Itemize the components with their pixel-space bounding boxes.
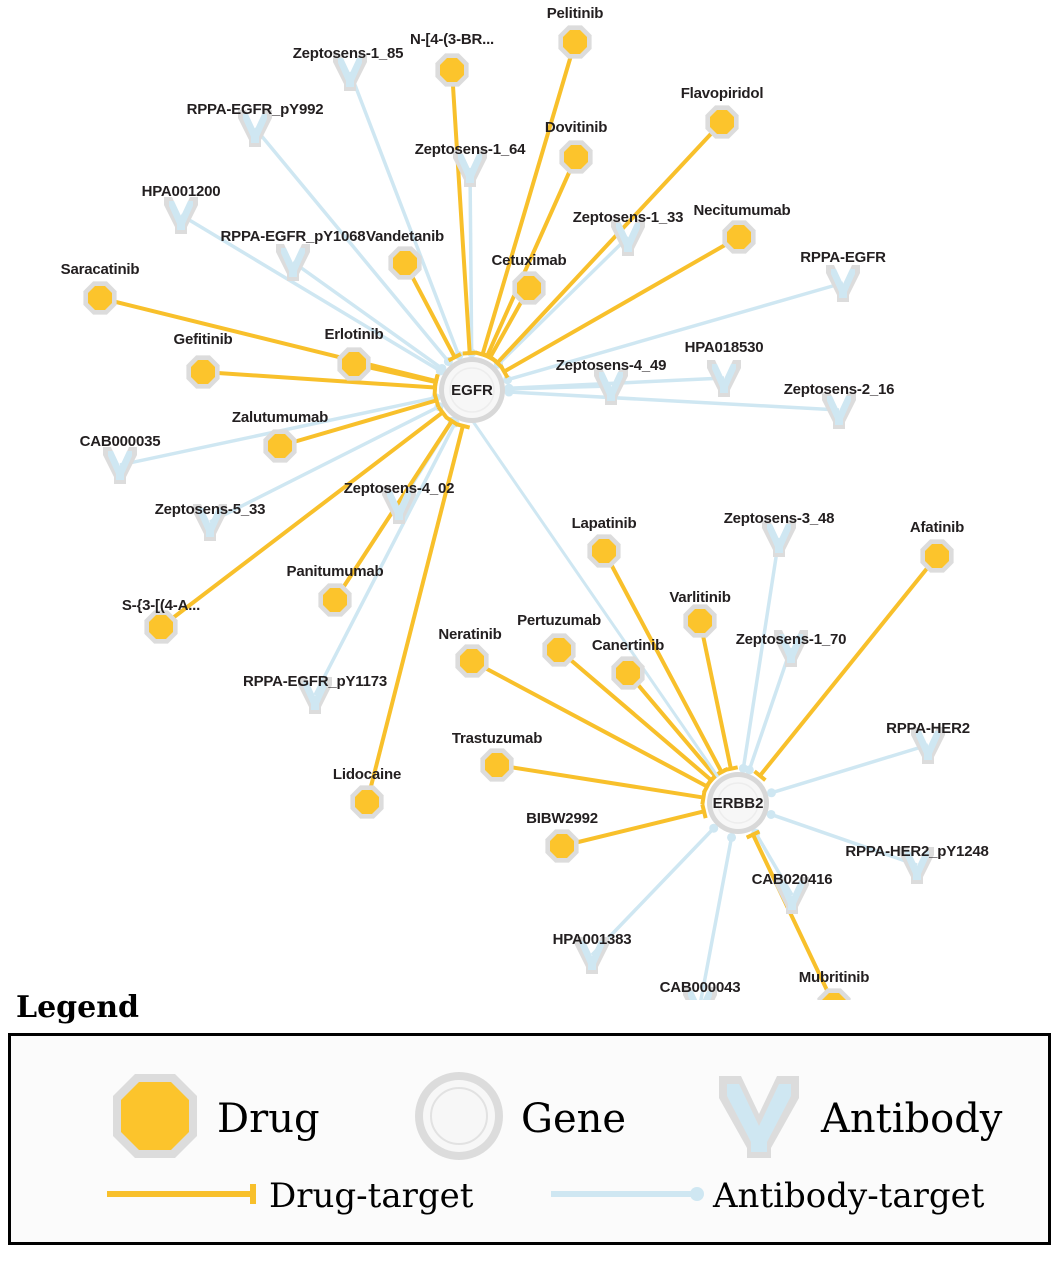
drug-node[interactable] — [587, 534, 620, 567]
antibody-label: RPPA-EGFR_pY992 — [186, 101, 324, 118]
drug-label: Erlotinib — [324, 326, 384, 343]
antibody-edge-icon — [551, 1182, 707, 1211]
edge-terminus — [724, 767, 738, 770]
edge-terminus — [435, 381, 436, 395]
drug-node[interactable] — [263, 429, 296, 462]
drug-label: Neratinib — [438, 626, 502, 643]
drug-label: Flavopiridol — [680, 85, 764, 102]
drug-label: Dovitinib — [544, 119, 608, 136]
drug-label: Lapatinib — [571, 515, 637, 532]
edge — [628, 673, 715, 776]
edge-terminus — [702, 805, 705, 819]
drug-label: Necitumumab — [693, 202, 791, 219]
edge — [452, 70, 470, 353]
drug-node[interactable] — [722, 220, 755, 253]
edge-terminus — [745, 765, 754, 774]
edge-terminus — [767, 810, 776, 819]
legend-edge-row — [11, 1176, 1048, 1236]
legend-node-row — [11, 1050, 1048, 1160]
drug-icon — [107, 1068, 203, 1169]
legend — [8, 990, 1051, 1245]
drug-label: Gefitinib — [173, 331, 233, 348]
drug-node[interactable] — [545, 829, 578, 862]
legend-label-gene: Gene — [521, 1095, 627, 1142]
drug-node[interactable] — [558, 25, 591, 58]
drug-label: Cetuximab — [491, 252, 567, 269]
drug-node[interactable] — [186, 355, 219, 388]
drug-label: Panitumumab — [286, 563, 384, 580]
legend-label-drug: Drug — [217, 1095, 320, 1142]
edge-terminus — [456, 424, 470, 427]
edge — [771, 745, 928, 793]
drug-label: Lidocaine — [332, 766, 402, 783]
legend-label-antibody: Antibody — [821, 1095, 1003, 1142]
legend-box — [8, 1033, 1051, 1245]
drug-node[interactable] — [388, 246, 421, 279]
drug-node[interactable] — [559, 140, 592, 173]
edge — [749, 648, 791, 770]
edge-terminus — [767, 788, 776, 797]
drug-node[interactable] — [350, 785, 383, 818]
antibody-label: HPA001200 — [141, 183, 221, 200]
drug-node[interactable] — [337, 347, 370, 380]
antibody-label: Zeptosens-4_02 — [343, 480, 455, 497]
antibody-label: RPPA-HER2_pY1248 — [845, 843, 989, 860]
drug-node[interactable] — [705, 105, 738, 138]
drug-label: Canertinib — [591, 637, 665, 654]
drug-label: Pelitinib — [546, 5, 604, 22]
drug-label: Vandetanib — [365, 228, 445, 245]
drug-node[interactable] — [480, 748, 513, 781]
edge-terminus — [504, 388, 513, 397]
legend-item-antibody — [711, 1068, 1002, 1169]
antibody-label: CAB000035 — [79, 433, 161, 450]
legend-item-drug — [107, 1068, 320, 1169]
legend-item-drug-target — [107, 1176, 473, 1216]
drug-node[interactable] — [683, 604, 716, 637]
antibody-label: Zeptosens-1_70 — [735, 631, 847, 648]
drug-label: Zalutumumab — [231, 409, 329, 426]
edge — [470, 168, 472, 353]
drug-label: N-[4-(3-BR... — [409, 31, 495, 48]
gene-icon — [411, 1068, 507, 1169]
edge — [700, 621, 731, 769]
antibody-label: CAB020416 — [751, 871, 833, 888]
antibody-label: Zeptosens-3_48 — [723, 510, 835, 527]
antibody-label: RPPA-HER2 — [886, 720, 970, 737]
antibody-label: RPPA-EGFR_pY1068 — [220, 228, 366, 245]
drug-node[interactable] — [455, 644, 488, 677]
drug-node[interactable] — [318, 583, 351, 616]
drug-label: Afatinib — [909, 519, 965, 536]
antibody-label: RPPA-EGFR — [800, 249, 886, 266]
antibody-label: Zeptosens-1_33 — [572, 209, 684, 226]
drug-node[interactable] — [512, 271, 545, 304]
antibody-label: HPA001383 — [552, 931, 632, 948]
drug-label: Saracatinib — [60, 261, 140, 278]
edge-terminus — [727, 833, 736, 842]
antibody-label: Zeptosens-5_33 — [154, 501, 266, 518]
drug-label: S-{3-[(4-A... — [121, 597, 201, 614]
antibody-label: Zeptosens-4_49 — [555, 357, 667, 374]
legend-label-drug-target: Drug-target — [269, 1176, 474, 1216]
legend-item-gene — [411, 1068, 626, 1169]
drug-label: Pertuzumab — [517, 612, 601, 629]
edge-terminus — [463, 353, 477, 354]
legend-title: Legend — [16, 990, 140, 1025]
drug-edge-icon — [107, 1182, 263, 1211]
drug-node[interactable] — [83, 281, 116, 314]
drug-label: Mubritinib — [798, 969, 870, 986]
edge — [483, 42, 575, 355]
drug-node[interactable] — [144, 610, 177, 643]
drug-label: Varlitinib — [669, 589, 731, 606]
edge-terminus — [702, 791, 704, 805]
edge — [315, 423, 455, 695]
drug-node[interactable] — [920, 539, 953, 572]
antibody-node[interactable] — [103, 447, 137, 484]
antibody-label: Zeptosens-1_85 — [292, 45, 404, 62]
drug-label: Trastuzumab — [451, 730, 543, 747]
antibody-label: RPPA-EGFR_pY1173 — [242, 673, 388, 690]
antibody-label: Zeptosens-1_64 — [414, 141, 526, 158]
gene-label: ERBB2 — [712, 795, 764, 812]
antibody-label: HPA018530 — [684, 339, 764, 356]
legend-item-antibody-target — [551, 1176, 984, 1216]
legend-label-antibody-target: Antibody-target — [713, 1176, 985, 1216]
antibody-icon — [711, 1068, 807, 1169]
edge — [700, 837, 732, 1000]
drug-label: BIBW2992 — [526, 810, 598, 827]
antibody-label: Zeptosens-2_16 — [783, 381, 895, 398]
antibody-label: CAB000043 — [659, 979, 741, 996]
drug-node[interactable] — [611, 656, 644, 689]
drug-node[interactable] — [542, 633, 575, 666]
gene-label: EGFR — [451, 382, 493, 399]
drug-node[interactable] — [435, 53, 468, 86]
